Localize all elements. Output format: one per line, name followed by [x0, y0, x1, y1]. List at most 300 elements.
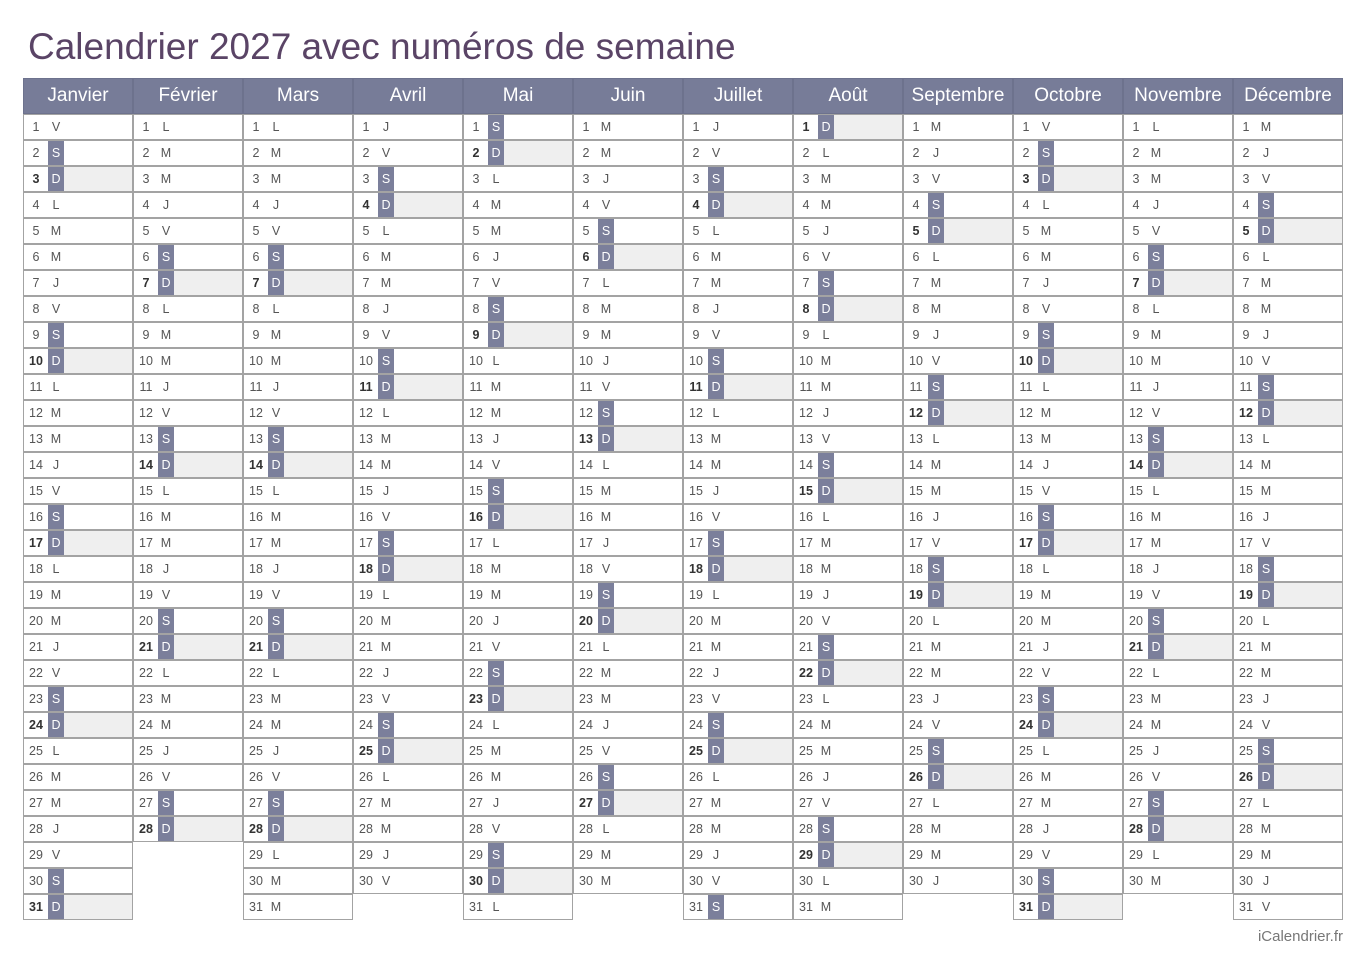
- weekday-letter: M: [1040, 770, 1052, 784]
- day-row: [573, 712, 683, 738]
- day-row: [903, 634, 1013, 660]
- day-number: 26: [249, 770, 263, 784]
- weekday-letter: M: [1150, 328, 1162, 342]
- day-row: [1013, 790, 1123, 816]
- day-row: [683, 426, 793, 452]
- day-row: [463, 114, 573, 140]
- day-number: 5: [582, 224, 590, 238]
- day-note-area: [614, 609, 682, 633]
- day-number: 22: [1019, 666, 1033, 680]
- day-note-area: [1054, 401, 1122, 425]
- weekday-letter: M: [380, 640, 392, 654]
- day-number: 20: [1129, 614, 1143, 628]
- weekday-letter: L: [932, 614, 940, 628]
- weekday-letter: V: [931, 536, 941, 550]
- day-row: [1233, 582, 1343, 608]
- weekday-letter: S: [48, 505, 64, 529]
- day-number: 16: [29, 510, 43, 524]
- day-row: [903, 556, 1013, 582]
- day-row: [463, 218, 573, 244]
- day-number: 16: [1019, 510, 1033, 524]
- weekday-letter: S: [378, 713, 394, 737]
- day-number: 1: [1132, 120, 1140, 134]
- weekday-letter: M: [270, 328, 282, 342]
- day-row: [133, 322, 243, 348]
- day-number: 3: [1242, 172, 1250, 186]
- day-note-area: [1274, 583, 1342, 607]
- day-number: 11: [139, 380, 153, 394]
- day-number: 18: [1019, 562, 1033, 576]
- day-row: [23, 114, 133, 140]
- day-note-area: [394, 427, 462, 451]
- weekday-letter: M: [820, 536, 832, 550]
- day-row: [23, 426, 133, 452]
- day-note-area: [504, 115, 572, 139]
- day-number: 26: [579, 770, 593, 784]
- day-note-area: [1274, 765, 1342, 789]
- day-note-area: [944, 557, 1012, 581]
- weekday-letter: L: [162, 484, 170, 498]
- day-note-area: [284, 687, 352, 711]
- day-row: [793, 244, 903, 270]
- day-number: 14: [689, 458, 703, 472]
- day-row: [1233, 322, 1343, 348]
- day-number: 17: [579, 536, 593, 550]
- day-number: 14: [249, 458, 263, 472]
- day-number: 19: [1239, 588, 1253, 602]
- day-note-area: [284, 609, 352, 633]
- day-row: [903, 114, 1013, 140]
- day-note-area: [614, 791, 682, 815]
- day-note-area: [944, 427, 1012, 451]
- day-row: [353, 452, 463, 478]
- weekday-letter: D: [598, 245, 614, 269]
- weekday-letter: L: [1152, 848, 1160, 862]
- day-number: 22: [1239, 666, 1253, 680]
- day-note-area: [1054, 765, 1122, 789]
- weekday-letter: J: [822, 224, 830, 238]
- weekday-letter: L: [822, 874, 830, 888]
- day-row: [1013, 686, 1123, 712]
- day-number: 18: [469, 562, 483, 576]
- day-row: [23, 582, 133, 608]
- day-number: 14: [909, 458, 923, 472]
- day-row: [903, 504, 1013, 530]
- weekday-letter: D: [378, 193, 394, 217]
- day-note-area: [1274, 297, 1342, 321]
- day-note-area: [834, 297, 902, 321]
- weekday-letter: J: [932, 146, 940, 160]
- weekday-letter: M: [270, 900, 282, 914]
- weekday-letter: J: [1152, 198, 1160, 212]
- day-number: 8: [362, 302, 370, 316]
- day-row: [683, 244, 793, 270]
- day-row: [23, 452, 133, 478]
- weekday-letter: M: [930, 302, 942, 316]
- month-header: Février: [133, 78, 243, 114]
- day-number: 3: [1022, 172, 1030, 186]
- day-number: 25: [1019, 744, 1033, 758]
- day-note-area: [1164, 375, 1232, 399]
- weekday-letter: V: [601, 198, 611, 212]
- day-row: [683, 660, 793, 686]
- day-row: [573, 634, 683, 660]
- weekday-letter: V: [1151, 588, 1161, 602]
- weekday-letter: D: [1038, 713, 1054, 737]
- weekday-letter: M: [930, 848, 942, 862]
- day-number: 11: [1129, 380, 1143, 394]
- day-number: 19: [249, 588, 263, 602]
- day-note-area: [504, 323, 572, 347]
- weekday-letter: S: [48, 323, 64, 347]
- weekday-letter: V: [931, 354, 941, 368]
- day-row: [1233, 712, 1343, 738]
- day-row: [903, 218, 1013, 244]
- day-note-area: [174, 271, 242, 295]
- weekday-letter: J: [492, 250, 500, 264]
- day-number: 8: [32, 302, 40, 316]
- day-row: [463, 530, 573, 556]
- day-number: 30: [469, 874, 483, 888]
- day-note-area: [64, 401, 132, 425]
- day-row: [243, 608, 353, 634]
- day-note-area: [174, 583, 242, 607]
- day-note-area: [174, 141, 242, 165]
- day-row: [23, 504, 133, 530]
- weekday-letter: J: [382, 848, 390, 862]
- weekday-letter: M: [710, 432, 722, 446]
- day-row: [353, 582, 463, 608]
- day-row: [23, 270, 133, 296]
- day-row: [683, 556, 793, 582]
- day-row: [1123, 348, 1233, 374]
- day-row: [1233, 504, 1343, 530]
- day-number: 19: [469, 588, 483, 602]
- day-note-area: [504, 505, 572, 529]
- day-note-area: [724, 661, 792, 685]
- day-note-area: [724, 115, 792, 139]
- day-note-area: [174, 635, 242, 659]
- day-number: 20: [359, 614, 373, 628]
- day-number: 14: [1129, 458, 1143, 472]
- day-number: 14: [469, 458, 483, 472]
- weekday-letter: M: [380, 250, 392, 264]
- day-row: [573, 556, 683, 582]
- day-number: 4: [912, 198, 920, 212]
- weekday-letter: M: [490, 588, 502, 602]
- day-note-area: [1274, 115, 1342, 139]
- day-number: 28: [1129, 822, 1143, 836]
- day-note-area: [64, 583, 132, 607]
- day-number: 31: [249, 900, 263, 914]
- day-note-area: [1274, 167, 1342, 191]
- day-row: [1123, 270, 1233, 296]
- day-number: 30: [799, 874, 813, 888]
- day-row: [1123, 296, 1233, 322]
- day-number: 7: [252, 276, 260, 290]
- day-note-area: [834, 115, 902, 139]
- day-row: [903, 374, 1013, 400]
- day-note-area: [64, 817, 132, 841]
- day-number: 7: [1242, 276, 1250, 290]
- weekday-letter: L: [602, 458, 610, 472]
- weekday-letter: S: [488, 297, 504, 321]
- weekday-letter: L: [1152, 120, 1160, 134]
- weekday-letter: M: [600, 302, 612, 316]
- day-note-area: [614, 401, 682, 425]
- day-number: 2: [32, 146, 40, 160]
- day-number: 12: [579, 406, 593, 420]
- day-row: [353, 556, 463, 582]
- day-note-area: [1164, 271, 1232, 295]
- weekday-letter: J: [1042, 640, 1050, 654]
- weekday-letter: D: [1258, 583, 1274, 607]
- day-note-area: [1054, 869, 1122, 893]
- weekday-letter: M: [930, 276, 942, 290]
- day-note-area: [724, 297, 792, 321]
- day-note-area: [944, 817, 1012, 841]
- day-note-area: [1164, 245, 1232, 269]
- day-number: 5: [1022, 224, 1030, 238]
- day-row: [353, 712, 463, 738]
- day-row: [1233, 764, 1343, 790]
- day-note-area: [174, 115, 242, 139]
- day-note-area: [394, 193, 462, 217]
- weekday-letter: M: [1260, 302, 1272, 316]
- weekday-letter: M: [820, 744, 832, 758]
- day-note-area: [1274, 141, 1342, 165]
- day-number: 2: [692, 146, 700, 160]
- day-number: 22: [579, 666, 593, 680]
- day-number: 5: [1132, 224, 1140, 238]
- weekday-letter: S: [268, 791, 284, 815]
- day-note-area: [1054, 791, 1122, 815]
- weekday-letter: V: [601, 380, 611, 394]
- day-note-area: [834, 271, 902, 295]
- weekday-letter: L: [492, 718, 500, 732]
- day-number: 23: [1129, 692, 1143, 706]
- day-note-area: [284, 323, 352, 347]
- day-note-area: [1054, 843, 1122, 867]
- weekday-letter: M: [1150, 510, 1162, 524]
- day-note-area: [64, 739, 132, 763]
- day-note-area: [174, 557, 242, 581]
- day-row: [793, 816, 903, 842]
- weekday-letter: M: [1150, 692, 1162, 706]
- day-note-area: [1054, 661, 1122, 685]
- weekday-letter: M: [50, 588, 62, 602]
- weekday-letter: S: [708, 531, 724, 555]
- day-number: 12: [1239, 406, 1253, 420]
- day-number: 2: [802, 146, 810, 160]
- day-row: [683, 608, 793, 634]
- day-row: [243, 686, 353, 712]
- day-note-area: [1164, 661, 1232, 685]
- day-note-area: [174, 219, 242, 243]
- weekday-letter: L: [712, 588, 720, 602]
- day-number: 11: [469, 380, 483, 394]
- day-number: 19: [29, 588, 43, 602]
- day-row: [903, 764, 1013, 790]
- day-note-area: [1274, 791, 1342, 815]
- day-note-area: [724, 635, 792, 659]
- day-note-area: [64, 869, 132, 893]
- month-header: Août: [793, 78, 903, 114]
- day-number: 26: [1129, 770, 1143, 784]
- day-row: [243, 192, 353, 218]
- day-number: 9: [582, 328, 590, 342]
- weekday-letter: S: [818, 453, 834, 477]
- day-row: [793, 894, 903, 920]
- month-header: Juillet: [683, 78, 793, 114]
- day-note-area: [1274, 635, 1342, 659]
- day-note-area: [64, 141, 132, 165]
- day-row: [683, 270, 793, 296]
- day-number: 1: [472, 120, 480, 134]
- day-note-area: [1274, 375, 1342, 399]
- day-note-area: [394, 245, 462, 269]
- day-number: 3: [582, 172, 590, 186]
- day-row: [463, 478, 573, 504]
- weekday-letter: L: [492, 900, 500, 914]
- day-note-area: [284, 869, 352, 893]
- day-note-area: [724, 531, 792, 555]
- day-note-area: [724, 219, 792, 243]
- weekday-letter: M: [50, 796, 62, 810]
- day-number: 22: [909, 666, 923, 680]
- weekday-letter: D: [268, 635, 284, 659]
- day-row: [1233, 270, 1343, 296]
- day-number: 4: [32, 198, 40, 212]
- day-row: [1233, 218, 1343, 244]
- day-row: [683, 790, 793, 816]
- day-number: 22: [689, 666, 703, 680]
- day-number: 24: [1129, 718, 1143, 732]
- day-note-area: [394, 271, 462, 295]
- day-row: [793, 374, 903, 400]
- day-number: 23: [689, 692, 703, 706]
- day-note-area: [614, 115, 682, 139]
- day-note-area: [944, 297, 1012, 321]
- day-number: 14: [799, 458, 813, 472]
- day-note-area: [504, 219, 572, 243]
- day-row: [243, 868, 353, 894]
- weekday-letter: S: [48, 869, 64, 893]
- day-number: 10: [469, 354, 483, 368]
- day-number: 24: [1019, 718, 1033, 732]
- weekday-letter: L: [272, 666, 280, 680]
- day-number: 27: [249, 796, 263, 810]
- day-number: 19: [359, 588, 373, 602]
- day-row: [463, 140, 573, 166]
- weekday-letter: D: [48, 349, 64, 373]
- day-row: [23, 790, 133, 816]
- day-number: 16: [469, 510, 483, 524]
- day-row: [1013, 868, 1123, 894]
- day-note-area: [394, 375, 462, 399]
- day-number: 28: [29, 822, 43, 836]
- weekday-letter: L: [1042, 744, 1050, 758]
- day-row: [133, 686, 243, 712]
- day-note-area: [724, 427, 792, 451]
- day-note-area: [1054, 193, 1122, 217]
- day-number: 16: [799, 510, 813, 524]
- day-row: [463, 842, 573, 868]
- day-row: [683, 192, 793, 218]
- day-note-area: [394, 401, 462, 425]
- day-note-area: [1054, 531, 1122, 555]
- day-note-area: [614, 869, 682, 893]
- day-row: [1013, 140, 1123, 166]
- weekday-letter: L: [272, 120, 280, 134]
- day-note-area: [394, 219, 462, 243]
- day-note-area: [64, 323, 132, 347]
- day-number: 25: [909, 744, 923, 758]
- day-number: 13: [1129, 432, 1143, 446]
- day-number: 18: [579, 562, 593, 576]
- weekday-letter: S: [598, 765, 614, 789]
- weekday-letter: M: [600, 510, 612, 524]
- day-number: 29: [469, 848, 483, 862]
- day-number: 5: [692, 224, 700, 238]
- weekday-letter: V: [161, 406, 171, 420]
- weekday-letter: M: [820, 198, 832, 212]
- weekday-letter: V: [51, 484, 61, 498]
- day-row: [1233, 530, 1343, 556]
- day-number: 21: [359, 640, 373, 654]
- day-note-area: [1054, 609, 1122, 633]
- day-number: 27: [469, 796, 483, 810]
- day-number: 26: [1019, 770, 1033, 784]
- day-row: [903, 686, 1013, 712]
- day-row: [243, 140, 353, 166]
- day-number: 10: [359, 354, 373, 368]
- day-row: [1233, 400, 1343, 426]
- day-note-area: [284, 401, 352, 425]
- day-note-area: [944, 401, 1012, 425]
- day-row: [133, 166, 243, 192]
- page-title: Calendrier 2027 avec numéros de semaine: [28, 26, 736, 67]
- day-number: 25: [1129, 744, 1143, 758]
- day-row: [353, 504, 463, 530]
- weekday-letter: M: [1040, 406, 1052, 420]
- day-row: [243, 322, 353, 348]
- day-row: [23, 764, 133, 790]
- weekday-letter: J: [272, 744, 280, 758]
- day-number: 11: [579, 380, 593, 394]
- day-note-area: [1274, 193, 1342, 217]
- day-note-area: [64, 661, 132, 685]
- site-credit[interactable]: iCalendrier.fr: [1257, 928, 1343, 945]
- day-number: 17: [359, 536, 373, 550]
- day-row: [23, 400, 133, 426]
- weekday-letter: J: [602, 536, 610, 550]
- day-row: [573, 608, 683, 634]
- day-number: 26: [799, 770, 813, 784]
- day-row: [243, 504, 353, 530]
- day-note-area: [614, 375, 682, 399]
- day-row: [793, 218, 903, 244]
- day-note-area: [944, 323, 1012, 347]
- day-row: [573, 582, 683, 608]
- day-number: 8: [912, 302, 920, 316]
- weekday-letter: J: [1262, 328, 1270, 342]
- day-row: [573, 192, 683, 218]
- weekday-letter: D: [1258, 219, 1274, 243]
- day-number: 15: [1019, 484, 1033, 498]
- day-row: [793, 192, 903, 218]
- day-number: 1: [142, 120, 150, 134]
